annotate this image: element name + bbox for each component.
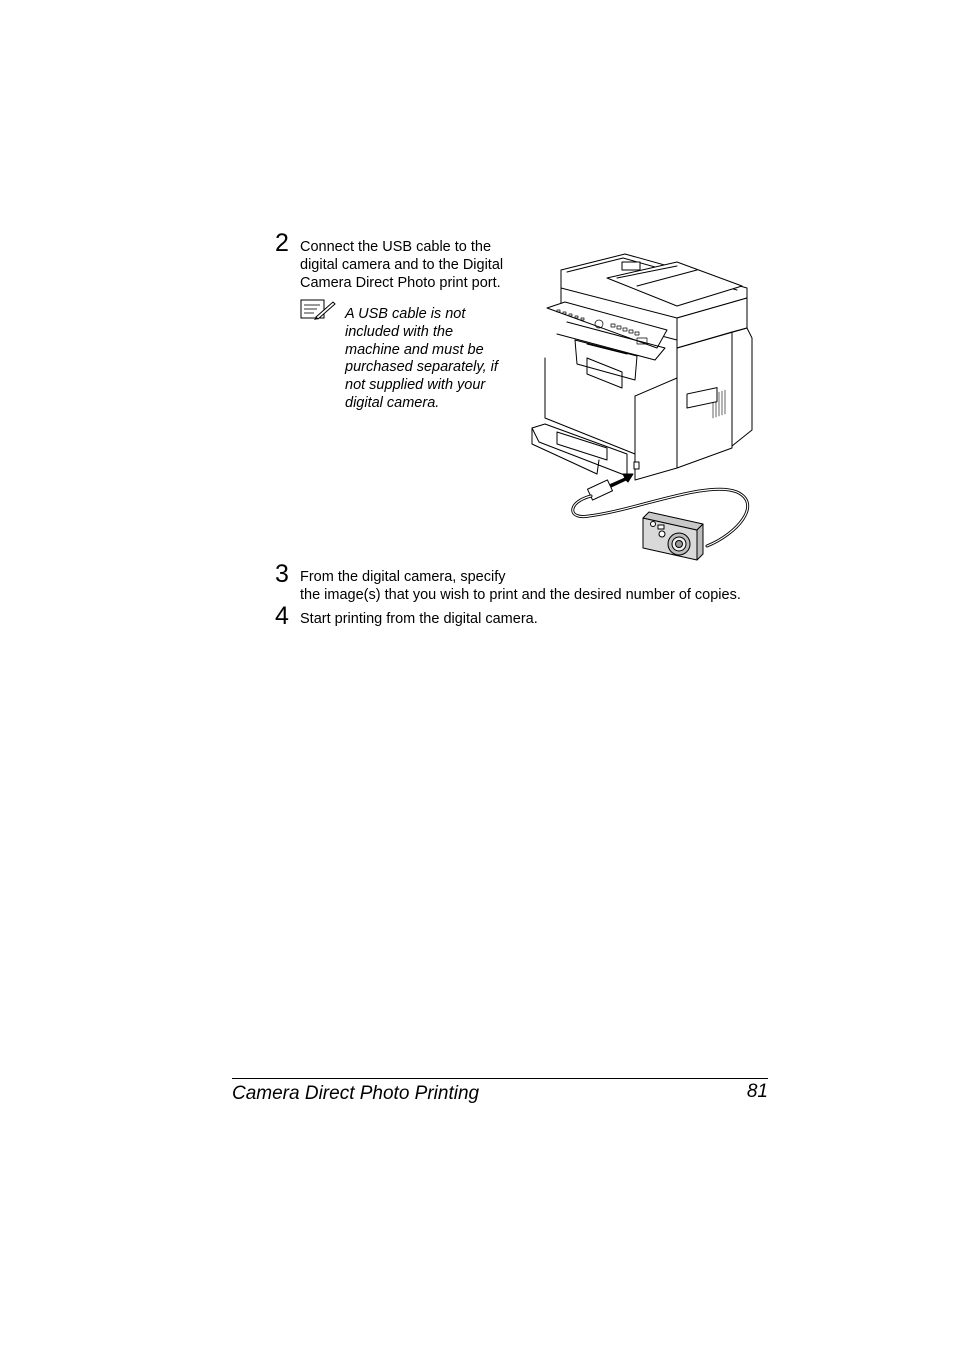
printer-illustration bbox=[532, 254, 752, 480]
note-pencil-icon bbox=[300, 298, 336, 320]
step-2-text bbox=[300, 238, 515, 292]
note-line: A USB cable is not bbox=[345, 306, 466, 322]
step-4-line: Start printing from the digital camera. bbox=[300, 611, 538, 627]
step-4-text bbox=[300, 610, 770, 628]
note-line: included with the bbox=[345, 323, 454, 340]
step-2-line: digital camera and to the Digital bbox=[300, 257, 504, 273]
note-line: purchased separately, if bbox=[345, 359, 498, 376]
note-text bbox=[345, 306, 510, 413]
note-line: machine and must be bbox=[345, 341, 484, 358]
footer-title: Camera Direct Photo Printing bbox=[232, 1083, 480, 1104]
step-2-number: 2 bbox=[275, 229, 289, 257]
step-2-line: Camera Direct Photo print port. bbox=[300, 275, 501, 291]
step-3-text bbox=[300, 568, 770, 604]
note-line: not supplied with your bbox=[345, 377, 486, 394]
step-2-line: Connect the USB cable to the bbox=[300, 239, 492, 255]
step-3-number: 3 bbox=[275, 560, 289, 588]
footer-rule bbox=[232, 1078, 768, 1079]
note-line: digital camera. bbox=[345, 394, 440, 411]
step-3-line: From the digital camera, specify bbox=[300, 569, 506, 585]
digital-camera bbox=[643, 512, 703, 560]
step-3-line: the image(s) that you wish to print and the desired number of copies. bbox=[300, 587, 741, 603]
step-4-number: 4 bbox=[275, 602, 289, 630]
page-number: 81 bbox=[746, 1081, 768, 1102]
printer-camera-illustration bbox=[527, 248, 757, 564]
